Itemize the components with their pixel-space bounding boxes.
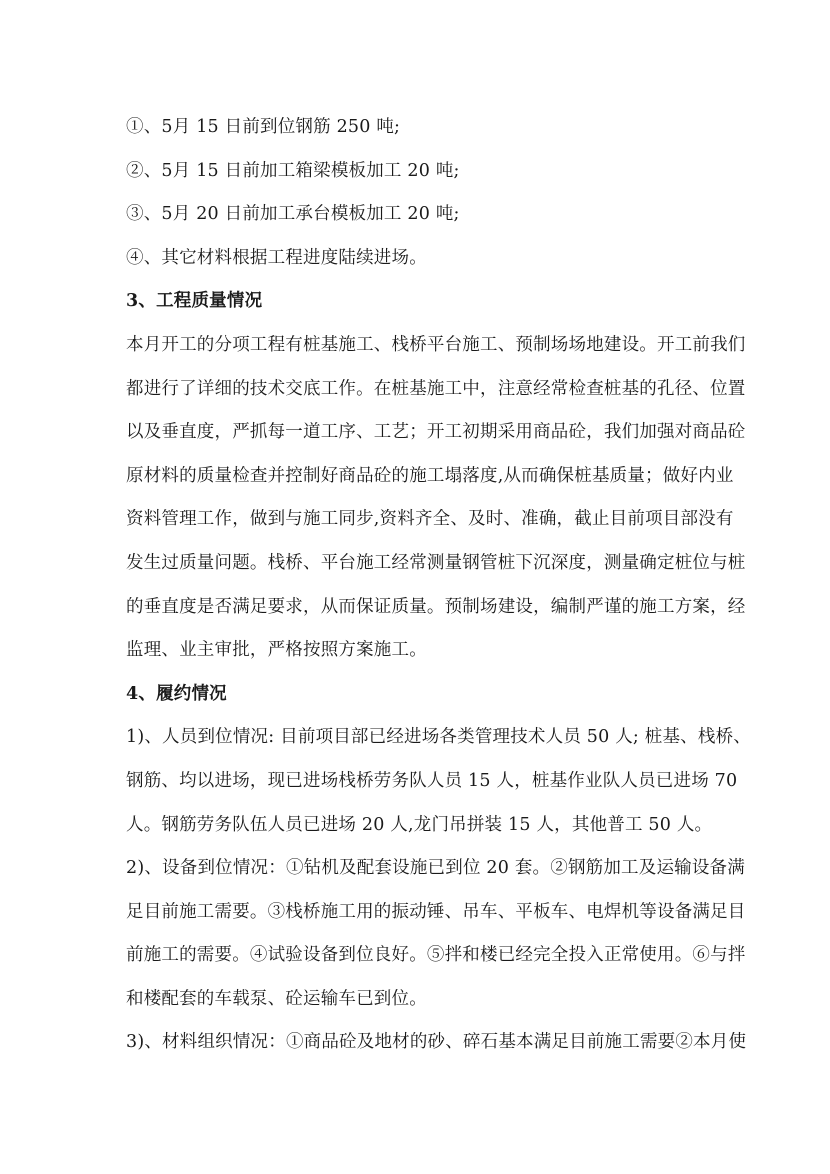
list-item: ④、其它材料根据工程进度陆续进场。 — [126, 247, 427, 268]
text-line: 3)、材料组织情况：①商品砼及地材的砂、碎石基本满足目前施工需要②本月使 — [126, 1032, 747, 1053]
text-line: 原材料的质量检查并控制好商品砼的施工塌落度,从而确保桩基质量；做好内业 — [126, 465, 734, 486]
text-line: 都进行了详细的技术交底工作。在桩基施工中，注意经常检查桩基的孔径、位置 — [126, 378, 746, 399]
section-heading: 3、工程质量情况 — [126, 291, 263, 312]
text-line: 以及垂直度，严抓每一道工序、工艺；开工初期采用商品砼，我们加强对商品砼 — [126, 422, 746, 443]
text-line: 资料管理工作，做到与施工同步,资料齐全、及时、准确，截止目前项目部没有 — [126, 509, 734, 530]
text-line: 人。钢筋劳务队伍人员已进场 20 人,龙门吊拼装 15 人，其他普工 50 人。 — [126, 814, 713, 835]
list-item: ②、5月 15 日前加工箱梁模板加工 20 吨; — [126, 160, 460, 181]
text-line: 发生过质量问题。栈桥、平台施工经常测量钢管桩下沉深度，测量确定桩位与桩 — [126, 552, 746, 573]
text-line: 2)、设备到位情况：①钻机及配套设施已到位 20 套。②钢筋加工及运输设备满 — [126, 858, 745, 879]
paragraph-quality — [126, 324, 746, 673]
text-line: 本月开工的分项工程有桩基施工、栈桥平台施工、预制场场地建设。开工前我们 — [126, 334, 746, 355]
text-line: 和楼配套的车载泵、砼运输车已到位。 — [126, 988, 427, 1009]
text-line: 1)、人员到位情况: 目前项目部已经进场各类管理技术人员 50 人; 桩基、栈桥、 — [126, 727, 751, 748]
paragraph-performance — [126, 716, 751, 1065]
list-item: ③、5月 20 日前加工承台模板加工 20 吨; — [126, 204, 460, 225]
text-line: 前施工的需要。④试验设备到位良好。⑤拌和楼已经完全投入正常使用。⑥与拌 — [126, 945, 746, 966]
section-heading: 4、履约情况 — [126, 683, 227, 704]
document-page — [126, 106, 751, 1065]
list-item: ①、5月 15 日前到位钢筋 250 吨; — [126, 117, 401, 137]
text-line: 钢筋、均以进场，现已进场栈桥劳务队人员 15 人，桩基作业队人员已进场 70 — [126, 770, 738, 791]
text-line: 足目前施工需要。③栈桥施工用的振动锤、吊车、平板车、电焊机等设备满足目 — [126, 901, 746, 922]
text-line: 的垂直度是否满足要求，从而保证质量。预制场建设，编制严谨的施工方案，经 — [126, 596, 746, 617]
text-line: 监理、业主审批，严格按照方案施工。 — [126, 640, 427, 661]
